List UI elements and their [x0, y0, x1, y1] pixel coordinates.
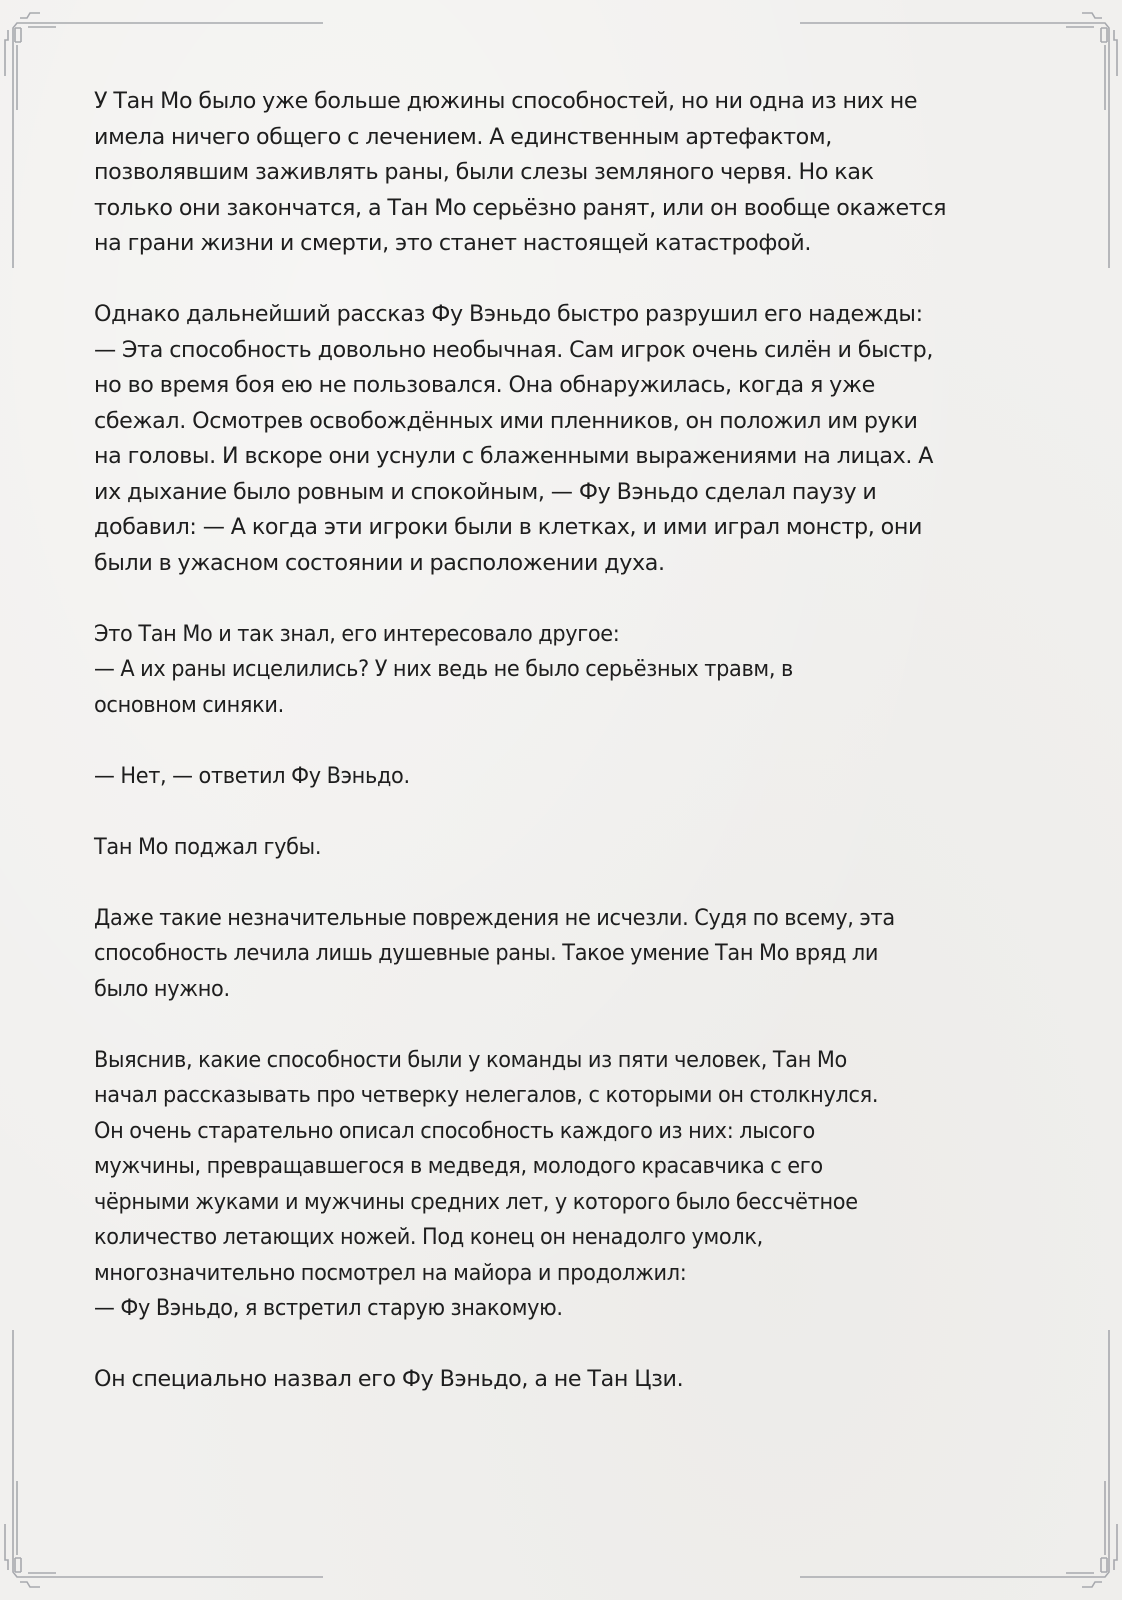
text-line: их дыхание было ровным и спокойным, — Фу Вэньдо сделал паузу и — [94, 478, 877, 505]
text-line: Тан Мо поджал губы. — [94, 833, 322, 860]
text-line: начал рассказывать про четверку нелегалов, с которыми он столкнулся. — [94, 1082, 879, 1108]
paragraph — [94, 84, 1034, 262]
text-line: — Эта способность довольно необычная. Сам игрок очень силён и быстр, — [94, 336, 934, 363]
text-line: сбежал. Осмотрев освобождённых ими пленников, он положил им руки — [94, 407, 918, 434]
paragraph — [94, 297, 1034, 581]
text-line: на грани жизни и смерти, это станет настоящей катастрофой. — [94, 230, 812, 256]
text-line: основном синяки. — [94, 691, 284, 718]
paragraph — [94, 617, 1034, 724]
text-line: добавил: — А когда эти игроки были в клетках, и ими играл монстр, они — [94, 514, 923, 540]
text-line: — Фу Вэньдо, я встретил старую знакомую. — [94, 1295, 563, 1321]
text-line: чёрными жуками и мужчины средних лет, у которого было бессчётное — [94, 1188, 858, 1215]
paragraph — [94, 1362, 1034, 1398]
text-line: но во время боя ею не пользовался. Она обнаружилась, когда я уже — [94, 372, 875, 398]
text-line: Он специально назвал его Фу Вэньдо, а не Тан Цзи. — [94, 1366, 684, 1392]
text-line: Он очень старательно описал способность каждого из них: лысого — [94, 1117, 815, 1144]
text-line: Выяснив, какие способности были у команды из пяти человек, Тан Мо — [94, 1046, 847, 1073]
text-line: многозначительно посмотрел на майора и продолжил: — [94, 1259, 687, 1286]
text-line: мужчины, превращавшегося в медведя, молодого красавчика с его — [94, 1153, 823, 1179]
text-line: количество летающих ножей. Под конец он ненадолго умолк, — [94, 1224, 763, 1250]
text-line: имела ничего общего с лечением. А единственным артефактом, — [94, 123, 832, 150]
paragraph — [94, 759, 1034, 795]
text-line: способность лечила лишь душевные раны. Такое умение Тан Мо вряд ли — [94, 940, 879, 966]
paragraph — [94, 901, 1034, 1008]
text-line: были в ужасном состоянии и расположении духа. — [94, 549, 665, 576]
text-line: — А их раны исцелились? У них ведь не было серьёзных травм, в — [94, 656, 793, 682]
text-line: — Нет, — ответил Фу Вэньдо. — [94, 762, 410, 789]
text-line: У Тан Мо было уже больше дюжины способностей, но ни одна из них не — [94, 88, 918, 114]
text-line: Даже такие незначительные повреждения не исчезли. Судя по всему, эта — [94, 904, 895, 931]
text-line: позволявшим заживлять раны, были слезы земляного червя. Но как — [94, 159, 874, 185]
paragraph — [94, 830, 1034, 866]
frame-square-icon — [15, 28, 21, 42]
text-line: Однако дальнейший рассказ Фу Вэньдо быстро разрушил его надежды: — [94, 301, 923, 327]
text-line: только они закончатся, а Тан Мо серьёзно ранят, или он вообще окажется — [94, 194, 947, 221]
text-line: на головы. И вскоре они уснули с блаженными выражениями на лицах. А — [94, 443, 934, 469]
document-body — [94, 84, 1034, 1433]
paragraph — [94, 1043, 1034, 1327]
text-line: Это Тан Мо и так знал, его интересовало другое: — [94, 620, 620, 647]
text-line: было нужно. — [94, 975, 230, 1002]
